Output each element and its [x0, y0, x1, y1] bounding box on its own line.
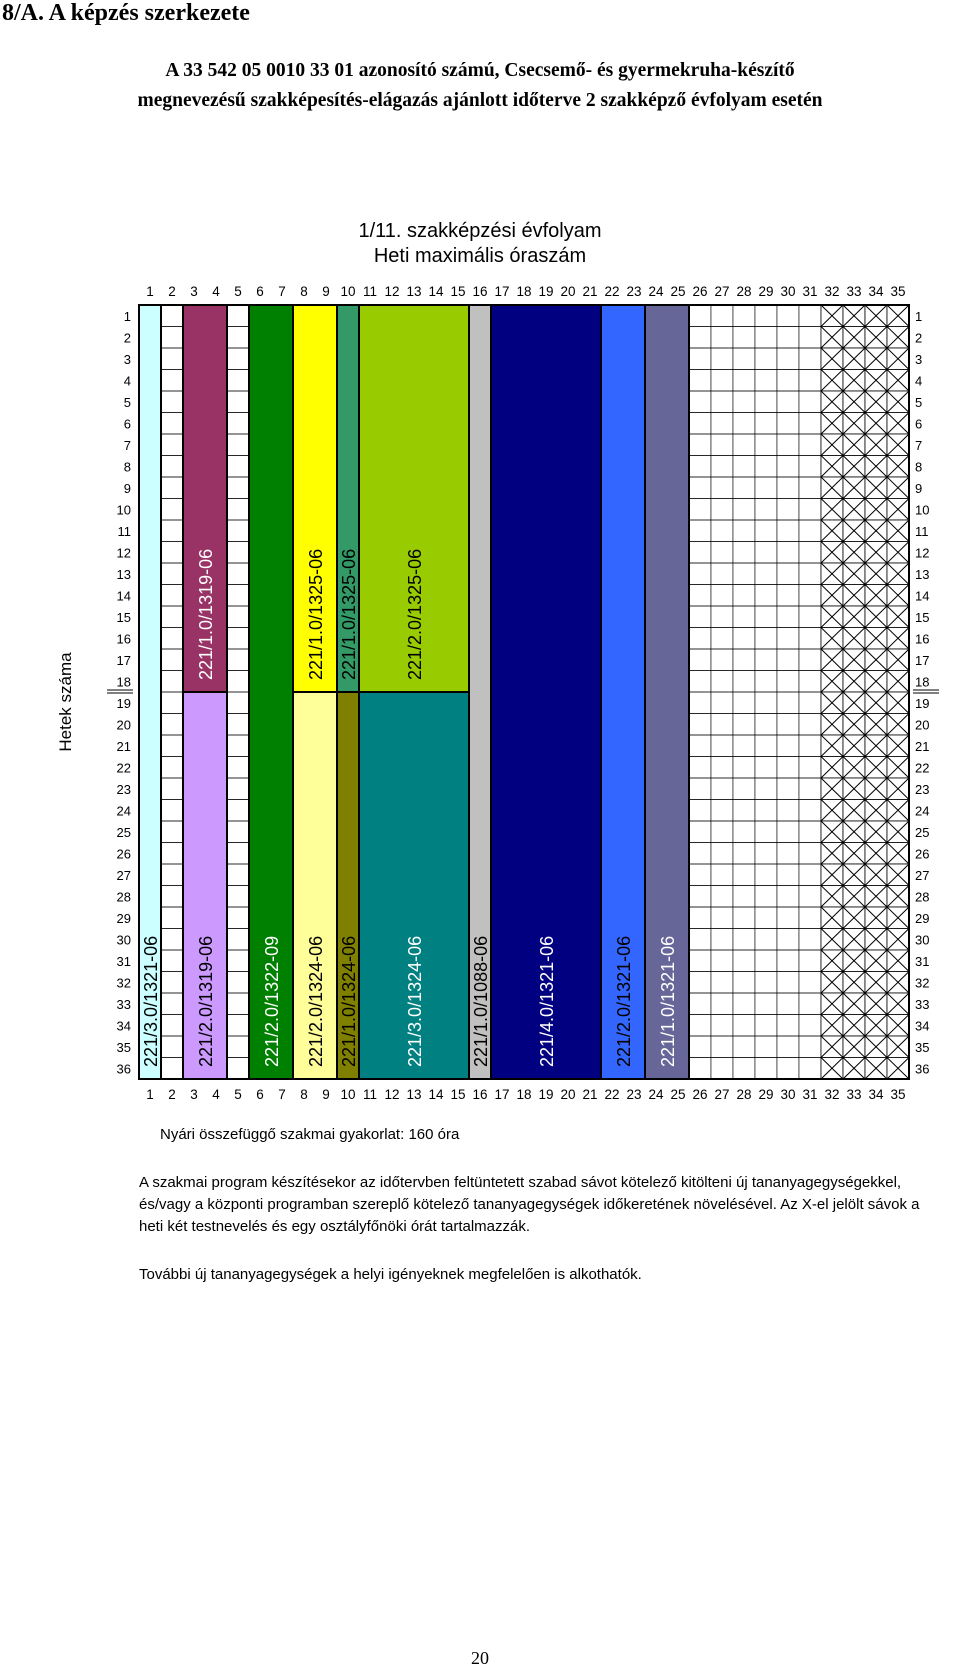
week-tick-label-left: 36 [116, 1061, 131, 1077]
subject-block-label: 221/2.0/1324-06 [306, 935, 326, 1067]
hour-tick-label-bottom: 4 [212, 1087, 220, 1102]
week-tick-label-left: 13 [116, 566, 131, 582]
hour-tick-label-top: 22 [604, 284, 620, 299]
week-tick-label-left: 16 [116, 631, 131, 647]
hour-tick-label-bottom: 19 [538, 1087, 554, 1102]
week-tick-label-left: 20 [116, 717, 131, 733]
week-tick-label-right: 13 [915, 566, 930, 582]
subject-block-label: 221/1.0/1325-06 [306, 548, 326, 680]
hour-tick-label-top: 19 [538, 284, 554, 299]
week-tick-label-right: 16 [915, 631, 930, 647]
hour-tick-label-bottom: 1 [146, 1087, 154, 1102]
week-tick-label-right: 17 [915, 652, 930, 668]
hour-tick-label-bottom: 26 [692, 1087, 708, 1102]
subject-block-label: 221/4.0/1321-06 [537, 935, 557, 1067]
hour-tick-label-top: 33 [846, 284, 862, 299]
week-tick-label-right: 26 [915, 846, 930, 862]
week-tick-label-right: 30 [915, 932, 930, 948]
section-title: 8/A. A képzés szerkezete [2, 0, 250, 26]
hour-tick-label-top: 3 [190, 284, 198, 299]
week-tick-label-left: 9 [123, 480, 131, 496]
week-tick-label-left: 3 [123, 351, 131, 367]
week-tick-label-right: 21 [915, 738, 930, 754]
subject-block-label: 221/1.0/1088-06 [471, 935, 491, 1067]
week-tick-label-left: 8 [123, 459, 131, 475]
week-tick-label-left: 10 [116, 502, 131, 518]
week-tick-label-right: 19 [915, 695, 930, 711]
subject-block-label: 221/2.0/1321-06 [614, 935, 634, 1067]
hour-tick-label-top: 10 [340, 284, 356, 299]
hour-tick-label-bottom: 23 [626, 1087, 642, 1102]
week-tick-label-right: 5 [915, 394, 923, 410]
week-tick-label-left: 2 [123, 330, 131, 346]
hour-tick-label-bottom: 20 [560, 1087, 576, 1102]
hour-tick-label-top: 7 [278, 284, 286, 299]
hour-tick-label-top: 5 [234, 284, 242, 299]
week-tick-label-left: 11 [117, 523, 131, 539]
hour-tick-label-bottom: 5 [234, 1087, 242, 1102]
hour-tick-label-bottom: 33 [846, 1087, 862, 1102]
hour-tick-label-top: 31 [802, 284, 818, 299]
week-tick-label-right: 3 [915, 351, 923, 367]
hour-tick-label-bottom: 27 [714, 1087, 730, 1102]
week-tick-label-right: 15 [915, 609, 930, 625]
hour-tick-label-top: 16 [472, 284, 488, 299]
week-tick-label-left: 25 [116, 824, 131, 840]
hour-tick-label-top: 1 [146, 284, 154, 299]
hour-tick-label-bottom: 35 [890, 1087, 906, 1102]
page-number: 20 [471, 1648, 489, 1668]
hour-tick-label-bottom: 34 [868, 1087, 884, 1102]
week-tick-label-right: 7 [915, 437, 923, 453]
hour-tick-label-bottom: 29 [758, 1087, 774, 1102]
week-tick-label-right: 11 [915, 523, 929, 539]
week-tick-label-left: 35 [116, 1039, 131, 1055]
week-tick-label-left: 28 [116, 889, 131, 905]
week-tick-label-right: 35 [915, 1039, 930, 1055]
hour-tick-label-top: 27 [714, 284, 730, 299]
subject-block-label: 221/1.0/1321-06 [658, 935, 678, 1067]
week-tick-label-left: 15 [116, 609, 131, 625]
hour-tick-label-bottom: 13 [406, 1087, 422, 1102]
subject-block-label: 221/3.0/1324-06 [405, 935, 425, 1067]
week-tick-label-right: 8 [915, 459, 923, 475]
hour-tick-label-top: 30 [780, 284, 796, 299]
hour-tick-label-top: 28 [736, 284, 752, 299]
hour-tick-label-bottom: 3 [190, 1087, 198, 1102]
week-tick-label-left: 14 [116, 588, 131, 604]
week-tick-label-left: 26 [116, 846, 131, 862]
hour-tick-label-top: 25 [670, 284, 686, 299]
hour-tick-label-bottom: 9 [322, 1087, 330, 1102]
hour-tick-label-top: 13 [406, 284, 422, 299]
paragraph-free-slots: A szakmai program készítésekor az időtervben feltüntetett szabad sávot kötelező kitölteni új tananyagegységekkel, és/vagy a központi programban szereplő kötelező tananyagegységek időkeretének növelésével. Az X-el jelölt sávok a heti két testnevelés és egy osztályfőnöki órát tartalmazzák. [139, 1174, 920, 1235]
week-tick-label-right: 14 [915, 588, 930, 604]
hour-tick-label-top: 21 [582, 284, 598, 299]
subject-block-label: 221/3.0/1321-06 [141, 935, 161, 1067]
week-tick-label-right: 24 [915, 803, 930, 819]
week-tick-label-left: 32 [116, 975, 131, 991]
subject-block-label: 221/1.0/1319-06 [196, 548, 216, 680]
hour-tick-label-top: 14 [428, 284, 444, 299]
hour-tick-label-top: 9 [322, 284, 330, 299]
week-tick-label-left: 27 [116, 867, 131, 883]
week-tick-label-left: 23 [116, 781, 131, 797]
hour-tick-label-top: 35 [890, 284, 906, 299]
hour-tick-label-bottom: 2 [168, 1087, 176, 1102]
week-tick-label-right: 10 [915, 502, 930, 518]
week-tick-label-left: 1 [123, 308, 131, 324]
week-tick-label-right: 31 [915, 953, 930, 969]
week-tick-label-left: 21 [116, 738, 131, 754]
document-title-line-1: A 33 542 05 0010 33 01 azonosító számú, Csecsemő- és gyermekruha-készítő [165, 60, 795, 81]
week-tick-label-right: 1 [915, 308, 923, 324]
week-tick-label-right: 33 [915, 996, 930, 1012]
week-tick-label-left: 22 [116, 760, 131, 776]
hour-tick-label-bottom: 21 [582, 1087, 598, 1102]
hour-tick-label-bottom: 25 [670, 1087, 686, 1102]
week-tick-label-left: 12 [116, 545, 131, 561]
hour-tick-label-bottom: 6 [256, 1087, 264, 1102]
hour-tick-label-bottom: 18 [516, 1087, 532, 1102]
hour-tick-label-bottom: 28 [736, 1087, 752, 1102]
hour-tick-label-bottom: 17 [494, 1087, 510, 1102]
week-tick-label-left: 17 [116, 652, 131, 668]
hour-tick-label-top: 29 [758, 284, 774, 299]
week-tick-label-right: 22 [915, 760, 930, 776]
hour-tick-label-top: 15 [450, 284, 466, 299]
week-tick-label-right: 36 [915, 1061, 930, 1077]
week-tick-label-right: 29 [915, 910, 930, 926]
hour-tick-label-bottom: 14 [428, 1087, 444, 1102]
hour-tick-label-bottom: 11 [362, 1087, 378, 1102]
week-tick-label-left: 31 [116, 953, 131, 969]
hour-tick-label-bottom: 30 [780, 1087, 796, 1102]
hour-tick-label-bottom: 15 [450, 1087, 466, 1102]
hour-tick-label-bottom: 12 [384, 1087, 400, 1102]
hour-tick-label-top: 20 [560, 284, 576, 299]
summer-practice-note: Nyári összefüggő szakmai gyakorlat: 160 óra [160, 1126, 460, 1143]
week-tick-label-right: 4 [915, 373, 923, 389]
week-tick-label-right: 28 [915, 889, 930, 905]
week-tick-label-right: 25 [915, 824, 930, 840]
hour-tick-label-bottom: 7 [278, 1087, 286, 1102]
week-tick-label-right: 6 [915, 416, 923, 432]
week-tick-label-right: 27 [915, 867, 930, 883]
week-tick-label-left: 24 [116, 803, 131, 819]
hour-tick-label-bottom: 24 [648, 1087, 664, 1102]
hour-tick-label-bottom: 16 [472, 1087, 488, 1102]
hour-tick-label-bottom: 10 [340, 1087, 356, 1102]
hour-tick-label-bottom: 8 [300, 1087, 308, 1102]
week-tick-label-right: 23 [915, 781, 930, 797]
hour-tick-label-bottom: 32 [824, 1087, 840, 1102]
subject-block-label: 221/2.0/1322-09 [262, 935, 282, 1067]
hour-tick-label-top: 12 [384, 284, 400, 299]
subject-block-label: 221/1.0/1325-06 [339, 548, 359, 680]
week-tick-label-right: 34 [915, 1018, 930, 1034]
hour-tick-label-bottom: 22 [604, 1087, 620, 1102]
hour-tick-label-top: 23 [626, 284, 642, 299]
paragraph-new-units: További új tananyagegységek a helyi igényeknek megfelelően is alkothatók. [139, 1266, 642, 1283]
week-tick-label-right: 32 [915, 975, 930, 991]
week-tick-label-left: 6 [123, 416, 131, 432]
hour-tick-label-top: 18 [516, 284, 532, 299]
hour-tick-label-top: 24 [648, 284, 664, 299]
week-tick-label-right: 18 [915, 674, 930, 690]
subject-block-label: 221/2.0/1319-06 [196, 935, 216, 1067]
hour-tick-label-top: 6 [256, 284, 264, 299]
week-tick-label-right: 9 [915, 480, 923, 496]
subject-block-label: 221/2.0/1325-06 [405, 548, 425, 680]
hour-tick-label-top: 34 [868, 284, 884, 299]
document-title-line-2: megnevezésű szakképesítés-elágazás ajánlott időterve 2 szakképző évfolyam esetén [137, 90, 823, 111]
week-tick-label-left: 30 [116, 932, 131, 948]
week-tick-label-left: 33 [116, 996, 131, 1012]
chart-title-line-2: Heti maximális óraszám [373, 245, 587, 267]
hour-tick-label-bottom: 31 [802, 1087, 818, 1102]
week-tick-label-left: 4 [123, 373, 131, 389]
subject-block-label: 221/1.0/1324-06 [339, 935, 359, 1067]
week-tick-label-left: 7 [123, 437, 131, 453]
chart-title-line-1: 1/11. szakképzési évfolyam [358, 220, 602, 242]
hour-tick-label-top: 8 [300, 284, 308, 299]
hour-tick-label-top: 11 [362, 284, 378, 299]
week-tick-label-left: 18 [116, 674, 131, 690]
hour-tick-label-top: 32 [824, 284, 840, 299]
week-tick-label-left: 19 [116, 695, 131, 711]
week-tick-label-right: 12 [915, 545, 930, 561]
week-tick-label-right: 2 [915, 330, 923, 346]
week-tick-label-right: 20 [915, 717, 930, 733]
week-tick-label-left: 29 [116, 910, 131, 926]
hour-tick-label-top: 4 [212, 284, 220, 299]
hour-tick-label-top: 2 [168, 284, 176, 299]
hour-tick-label-top: 26 [692, 284, 708, 299]
y-axis-title: Hetek száma [56, 652, 75, 752]
week-tick-label-left: 5 [123, 394, 131, 410]
week-tick-label-left: 34 [116, 1018, 131, 1034]
hour-tick-label-top: 17 [494, 284, 510, 299]
